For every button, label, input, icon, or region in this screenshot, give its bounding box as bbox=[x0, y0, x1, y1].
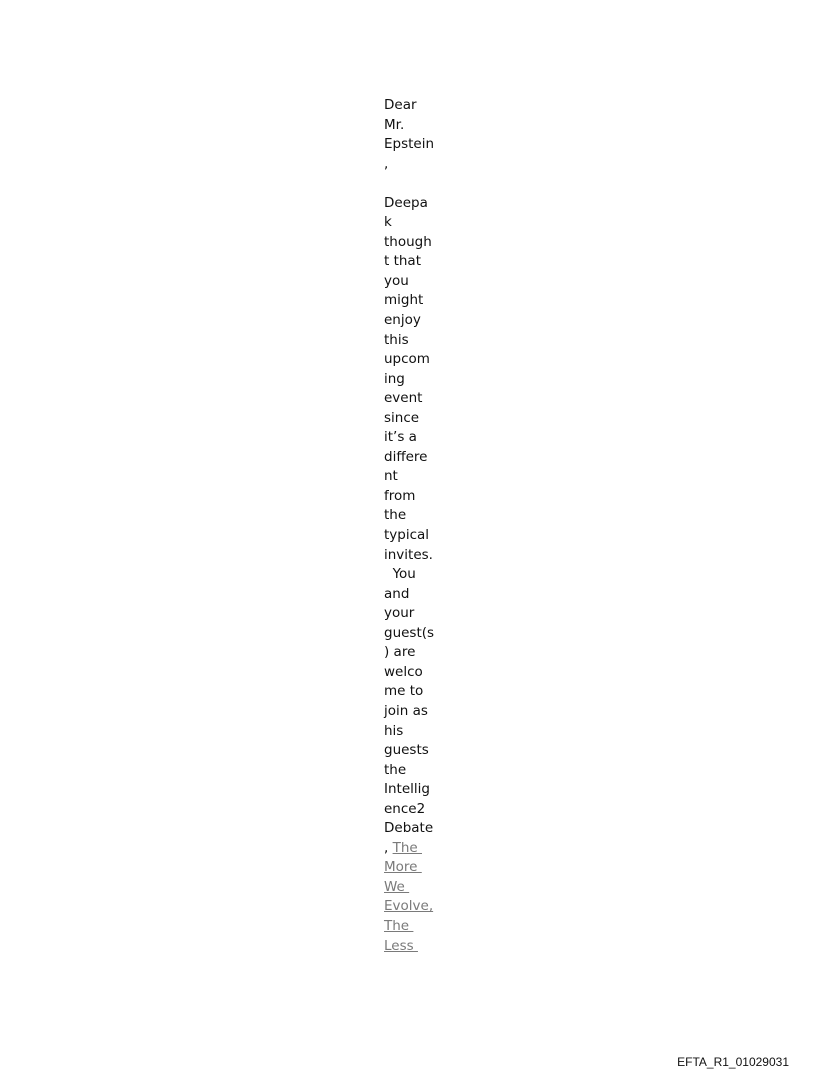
link-line bbox=[384, 878, 444, 898]
body-line: guests bbox=[384, 742, 429, 759]
body-line: ing bbox=[384, 370, 405, 387]
body-line: Intellig bbox=[384, 781, 430, 798]
body-line: this bbox=[384, 331, 409, 348]
body-line: from bbox=[384, 487, 416, 504]
body-line: join as bbox=[384, 702, 428, 719]
body-line: his bbox=[384, 722, 404, 739]
body-line: your bbox=[384, 605, 415, 622]
body-line: ence2 bbox=[384, 800, 426, 817]
body-line: me to bbox=[384, 683, 424, 700]
link-line bbox=[384, 917, 444, 937]
body-line: the bbox=[384, 507, 407, 524]
body-line: Debate bbox=[384, 820, 434, 837]
body-line: k bbox=[384, 214, 392, 231]
link-line bbox=[384, 937, 444, 957]
body-line: You bbox=[384, 566, 416, 583]
link-line bbox=[384, 839, 444, 859]
letter-column bbox=[384, 96, 444, 956]
document-id: EFTA_R1_01029031 bbox=[677, 1055, 789, 1069]
debate-title-link[interactable]: The bbox=[384, 917, 414, 934]
debate-title-link[interactable]: More bbox=[384, 859, 422, 876]
link-prefix: , bbox=[384, 839, 393, 856]
body-line: you bbox=[384, 272, 409, 289]
body-line: and bbox=[384, 585, 410, 602]
body-line: Deepa bbox=[384, 194, 428, 211]
greeting-line: Epstein bbox=[384, 136, 435, 153]
link-line bbox=[384, 897, 444, 917]
link-line bbox=[384, 858, 444, 878]
debate-title-link[interactable]: Less bbox=[384, 937, 418, 954]
body-line: differe bbox=[384, 448, 428, 465]
greeting-line: Mr. bbox=[384, 116, 405, 133]
greeting-line: Dear bbox=[384, 97, 417, 113]
debate-title-link[interactable]: Evolve, bbox=[384, 898, 434, 915]
body-line: since bbox=[384, 409, 420, 426]
body-line: event bbox=[384, 390, 423, 407]
body-line: welco bbox=[384, 663, 423, 680]
body-line: guest(s bbox=[384, 624, 435, 641]
body-line: ) are bbox=[384, 644, 416, 661]
body-line: typical bbox=[384, 527, 430, 544]
paragraph-gap bbox=[384, 174, 444, 194]
debate-title-link[interactable]: The bbox=[392, 839, 422, 856]
body-line: though bbox=[384, 233, 432, 250]
body-line: invites. bbox=[384, 546, 433, 563]
greeting-line: , bbox=[384, 155, 389, 172]
body-line: nt bbox=[384, 468, 398, 485]
body-line: enjoy bbox=[384, 312, 421, 329]
body-line: t that bbox=[384, 253, 421, 270]
body-line: the bbox=[384, 761, 407, 778]
debate-title-link[interactable]: We bbox=[384, 878, 410, 895]
body-line: it’s a bbox=[384, 429, 417, 446]
body-line: might bbox=[384, 292, 424, 309]
body-line: upcom bbox=[384, 351, 430, 368]
